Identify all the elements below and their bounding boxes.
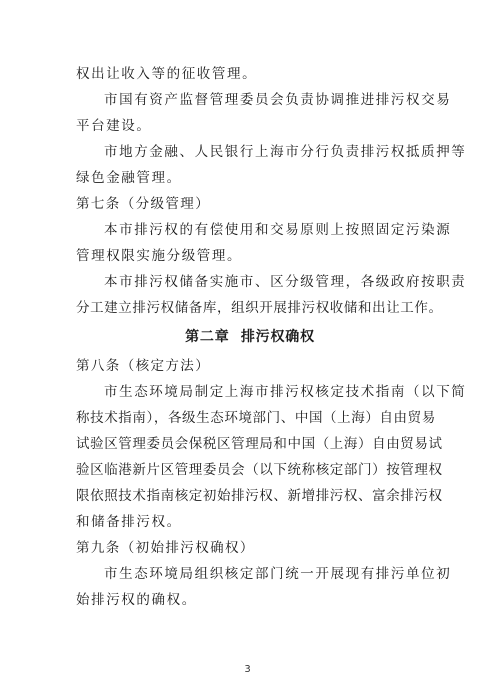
body-line: 平台建设。 (76, 118, 152, 134)
body-line: 验区临港新片区管理委员会（以下统称核定部门）按管理权 (76, 462, 443, 478)
body-line: 绿色金融管理。 (76, 170, 182, 186)
body-line: 和储备排污权。 (76, 514, 182, 530)
body-line: 市生态环境局制定上海市排污权核定技术指南（以下简 (104, 384, 467, 400)
body-line: 管理权限实施分级管理。 (76, 248, 243, 264)
body-line: 市国有资产监督管理委员会负责协调推进排污权交易 (104, 92, 452, 108)
body-line: 称技术指南），各级生态环境部门、中国（上海）自由贸易 (76, 410, 436, 426)
body-line: 始排污权的确权。 (76, 592, 197, 608)
article-heading: 第七条（分级管理） (76, 196, 211, 212)
body-line: 限依照技术指南核定初始排污权、新增排污权、富余排污权 (76, 488, 443, 504)
article-heading: 第九条（初始排污权确权） (76, 540, 255, 556)
body-line: 权出让收入等的征收管理。 (76, 66, 258, 82)
body-line: 试验区管理委员会保税区管理局和中国（上海）自由贸易试 (76, 436, 443, 452)
body-line: 市地方金融、人民银行上海市分行负责排污权抵质押等 (104, 144, 467, 160)
body-line: 本市排污权储备实施市、区分级管理，各级政府按职责 (104, 274, 467, 290)
body-line: 本市排污权的有偿使用和交易原则上按照固定污染源 (104, 222, 452, 238)
body-line: 市生态环境局组织核定部门统一开展现有排污单位初 (104, 566, 452, 582)
page-number: 3 (244, 664, 251, 675)
body-line: 分工建立排污权储备库，组织开展排污权收储和出让工作。 (76, 300, 443, 316)
article-heading: 第八条（核定方法） (76, 358, 211, 374)
chapter-heading: 第二章 排污权确权 (185, 329, 315, 345)
page-content (76, 61, 467, 613)
